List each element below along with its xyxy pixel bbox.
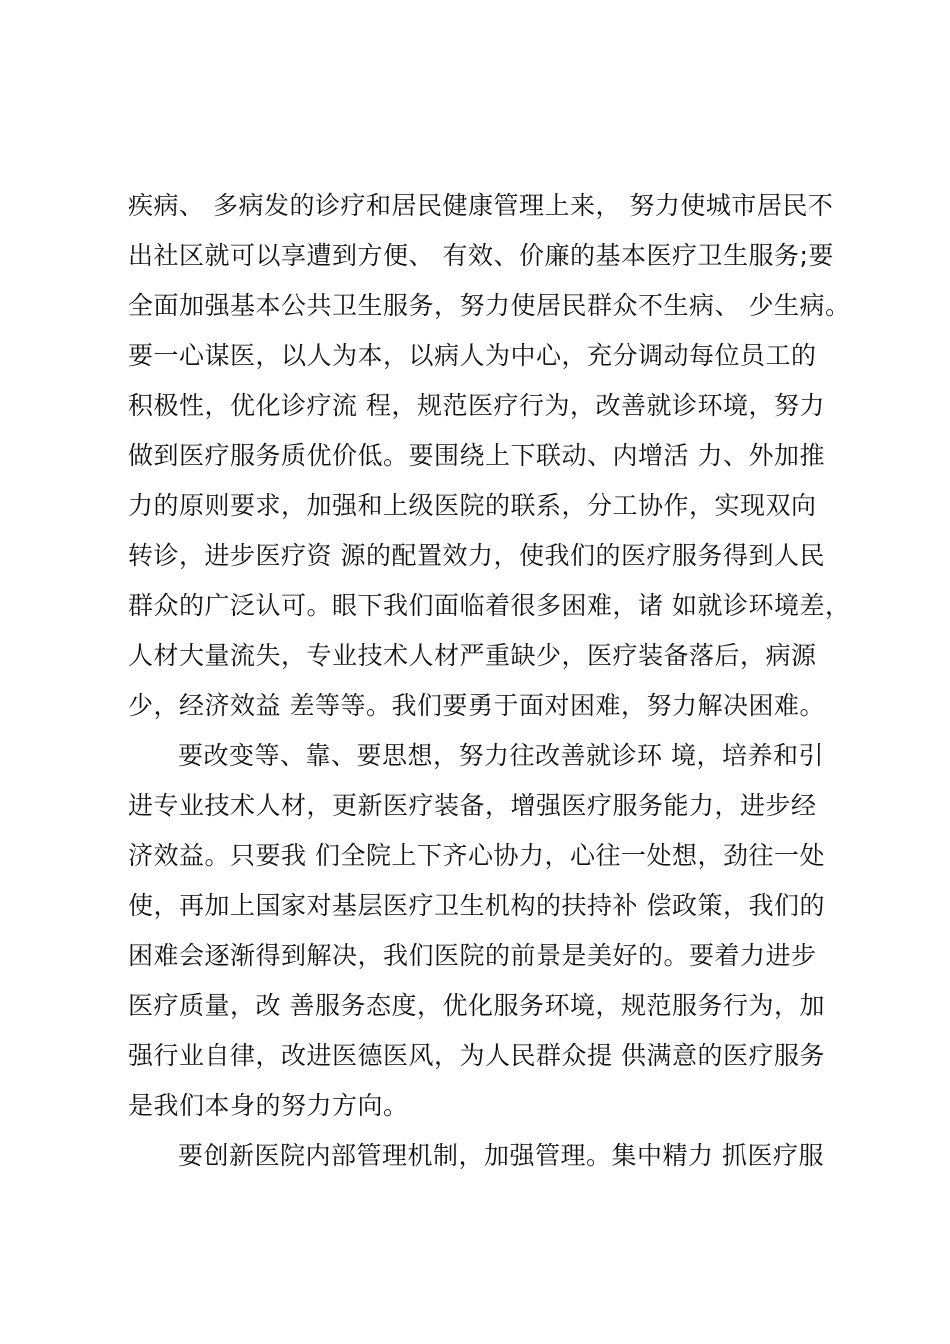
document-body <box>128 181 858 1181</box>
text-line: 济效益。只要我 们全院上下齐心协力，心往一处想，劲往一处 <box>128 841 825 870</box>
paragraph-2 <box>128 731 858 1131</box>
text-line: 要一心谋医，以人为本，以病人为中心，充分调动每位员工的 <box>128 341 817 370</box>
text-line: 医疗质量，改 善服务态度，优化服务环境，规范服务行为，加 <box>128 991 825 1020</box>
text-line: 疾病、 多病发的诊疗和居民健康管理上来， 努力使城市居民不 <box>128 191 834 220</box>
text-line: 全面加强基本公共卫生服务，努力使居民群众不生病、 少生病。 <box>128 291 851 320</box>
text-line: 要创新医院内部管理机制，加强管理。集中精力 抓医疗服 <box>178 1141 824 1170</box>
text-line: 要改变等、靠、要思想，努力往改善就诊环 境，培养和引 <box>178 741 824 770</box>
text-line: 困难会逐渐得到解决，我们医院的前景是美好的。要着力进步 <box>128 941 817 970</box>
text-line: 积极性，优化诊疗流 程，规范医疗行为，改善就诊环境，努力 <box>128 391 825 420</box>
paragraph-3 <box>128 1131 858 1181</box>
text-line: 进专业技术人材，更新医疗装备，增强医疗服务能力，进步经 <box>128 791 817 820</box>
text-line: 做到医疗服务质优价低。要围绕上下联动、内增活 力、外加推 <box>128 441 825 470</box>
text-line: 少，经济效益 差等等。我们要勇于面对困难，努力解决困难。 <box>128 691 825 720</box>
text-line: 使，再加上国家对基层医疗卫生机构的扶持补 偿政策，我们的 <box>128 891 825 920</box>
text-line: 人材大量流失，专业技术人材严重缺少，医疗装备落后，病源 <box>128 641 817 670</box>
text-line: 群众的广泛认可。眼下我们面临着很多困难，诸 如就诊环境差， <box>128 591 851 620</box>
text-line: 强行业自律，改进医德医风，为人民群众提 供满意的医疗服务 <box>128 1041 825 1070</box>
paragraph-1 <box>128 181 858 731</box>
text-line: 是我们本身的努力方向。 <box>128 1091 409 1120</box>
text-line: 出社区就可以享遭到方便、 有效、价廉的基本医疗卫生服务;要 <box>128 241 834 270</box>
text-line: 转诊，进步医疗资 源的配置效力，使我们的医疗服务得到人民 <box>128 541 825 570</box>
text-line: 力的原则要求，加强和上级医院的联系，分工协作，实现双向 <box>128 491 817 520</box>
